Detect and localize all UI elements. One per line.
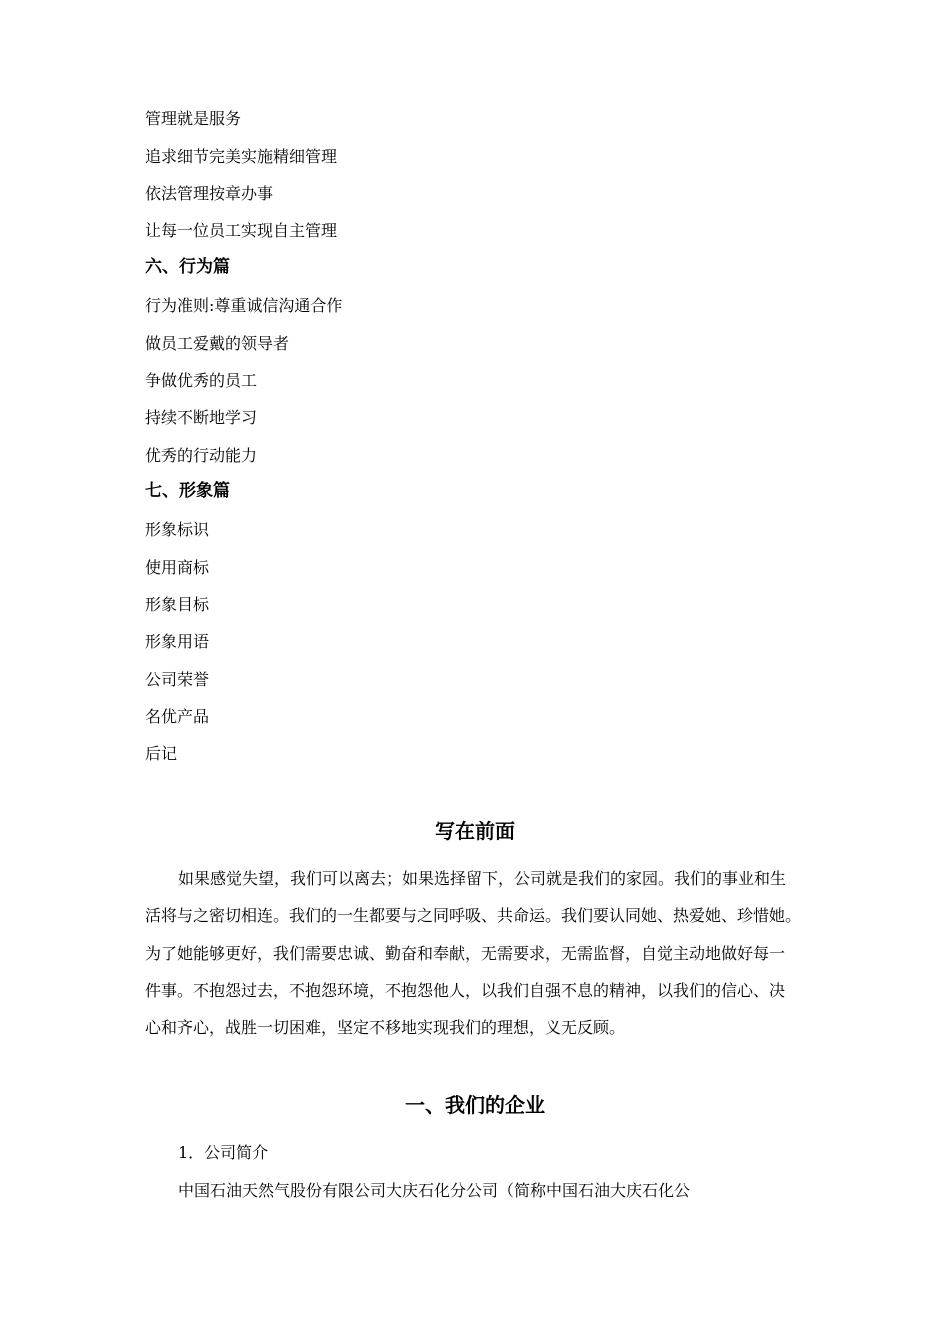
- preface-line: 为了她能够更好，我们需要忠诚、勤奋和奉献，无需要求，无需监督，自觉主动地做好每一: [145, 944, 786, 963]
- toc-item: 形象目标: [145, 595, 210, 614]
- toc-item: 管理就是服务: [145, 109, 242, 128]
- toc-item: 持续不断地学习: [145, 408, 258, 427]
- subsection-heading: 1．公司简介: [178, 1143, 269, 1162]
- preface-title: 写在前面: [435, 819, 515, 843]
- toc-item: 让每一位员工实现自主管理: [145, 221, 338, 240]
- toc-item: 名优产品: [145, 707, 210, 726]
- toc-item: 后记: [145, 744, 178, 763]
- toc-item: 争做优秀的员工: [145, 371, 258, 390]
- toc-item: 形象用语: [145, 632, 210, 651]
- preface-line: 件事。不抱怨过去，不抱怨环境，不抱怨他人，以我们自强不息的精神，以我们的信心、决: [145, 981, 786, 1000]
- chapter-title: 一、我们的企业: [405, 1093, 545, 1117]
- toc-item: 使用商标: [145, 558, 210, 577]
- preface-line: 心和齐心，战胜一切困难，坚定不移地实现我们的理想，义无反顾。: [145, 1018, 626, 1037]
- toc-item: 形象标识: [145, 520, 210, 539]
- toc-item: 依法管理按章办事: [145, 184, 274, 203]
- preface-line: 活将与之密切相连。我们的一生都要与之同呼吸、共命运。我们要认同她、热爱她、珍惜她。: [145, 906, 802, 925]
- toc-item: 追求细节完美实施精细管理: [145, 147, 338, 166]
- toc-heading-behavior: 六、行为篇: [145, 257, 230, 277]
- toc-item: 做员工爱戴的领导者: [145, 334, 290, 353]
- toc-heading-image: 七、形象篇: [145, 481, 230, 501]
- intro-paragraph: 中国石油天然气股份有限公司大庆石化分公司（简称中国石油大庆石化公: [178, 1181, 691, 1200]
- toc-item: 优秀的行动能力: [145, 446, 258, 465]
- preface-line: 如果感觉失望，我们可以离去；如果选择留下，公司就是我们的家园。我们的事业和生: [178, 869, 787, 888]
- toc-item: 行为准则:尊重诚信沟通合作: [145, 296, 343, 315]
- toc-item: 公司荣誉: [145, 670, 210, 689]
